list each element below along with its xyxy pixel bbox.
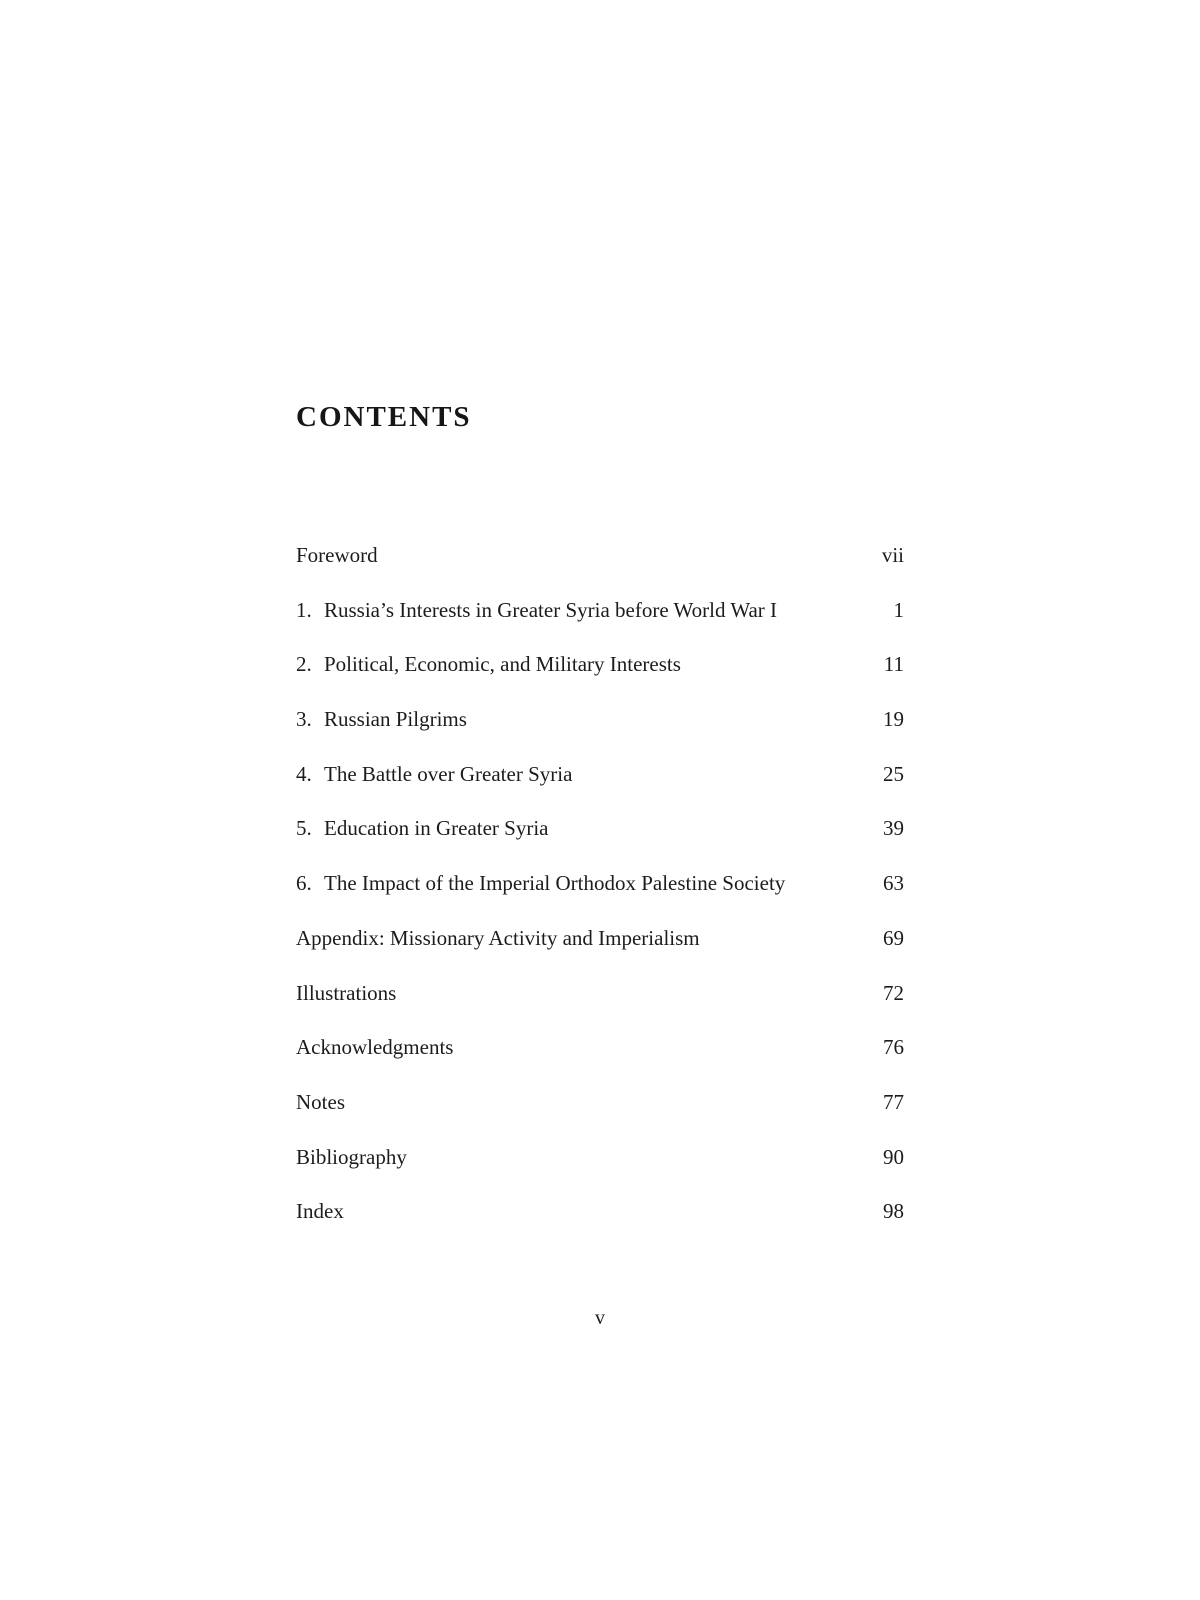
toc-entry-number: 2. <box>296 652 312 677</box>
toc-entry-label: Notes <box>296 1089 345 1114</box>
toc-entry-page: 69 <box>883 925 904 950</box>
toc-entry-page: 90 <box>883 1144 904 1169</box>
toc-entry-label: Education in Greater Syria <box>324 816 549 841</box>
page-title: CONTENTS <box>296 401 472 433</box>
toc-entry-page: vii <box>881 543 904 567</box>
toc-entry-label: Russian Pilgrims <box>324 707 467 732</box>
page-folio: v <box>595 1307 605 1329</box>
toc-row <box>296 1034 904 1089</box>
toc-entry-label: Illustrations <box>296 980 397 1005</box>
toc-entry-page: 63 <box>883 871 904 896</box>
toc-entry-page: 25 <box>883 761 904 786</box>
toc-entry-number: 6. <box>296 871 312 896</box>
toc-list <box>296 542 904 1253</box>
toc-entry-label: The Battle over Greater Syria <box>324 761 573 786</box>
toc-row <box>296 706 904 761</box>
toc-row <box>296 597 904 652</box>
toc-entry-page: 19 <box>883 707 904 732</box>
toc-entry-label: Index <box>296 1199 344 1224</box>
toc-entry-label: Political, Economic, and Military Interests <box>324 652 681 677</box>
toc-entry-number: 5. <box>296 816 312 841</box>
toc-entry-page: 39 <box>883 816 904 841</box>
toc-row <box>296 870 904 925</box>
toc-entry-label: Acknowledgments <box>296 1035 454 1060</box>
toc-row <box>296 1089 904 1144</box>
toc-row <box>296 542 904 597</box>
toc-row <box>296 980 904 1035</box>
toc-entry-label: Foreword <box>296 543 378 567</box>
toc-entry-label: Russia’s Interests in Greater Syria before World War I <box>324 597 778 622</box>
toc-row <box>296 1144 904 1199</box>
toc-entry-page: 11 <box>883 652 904 677</box>
toc-row <box>296 761 904 816</box>
toc-entry-number: 1. <box>296 597 312 622</box>
toc-entry-page: 1 <box>893 597 904 622</box>
toc-entry-number: 4. <box>296 761 312 786</box>
toc-entry-page: 72 <box>883 980 904 1005</box>
toc-entry-page: 98 <box>883 1199 904 1224</box>
toc-row <box>296 925 904 980</box>
toc-entry-page: 77 <box>883 1089 904 1114</box>
toc-entry-label: Bibliography <box>296 1144 407 1169</box>
toc-row <box>296 1198 904 1253</box>
toc-entry-number: 3. <box>296 707 312 732</box>
toc-entry-label: Appendix: Missionary Activity and Imperialism <box>296 925 700 950</box>
toc-entry-label: The Impact of the Imperial Orthodox Palestine Society <box>324 871 786 896</box>
toc-entry-page: 76 <box>883 1035 904 1060</box>
toc-row <box>296 815 904 870</box>
toc-row <box>296 651 904 706</box>
